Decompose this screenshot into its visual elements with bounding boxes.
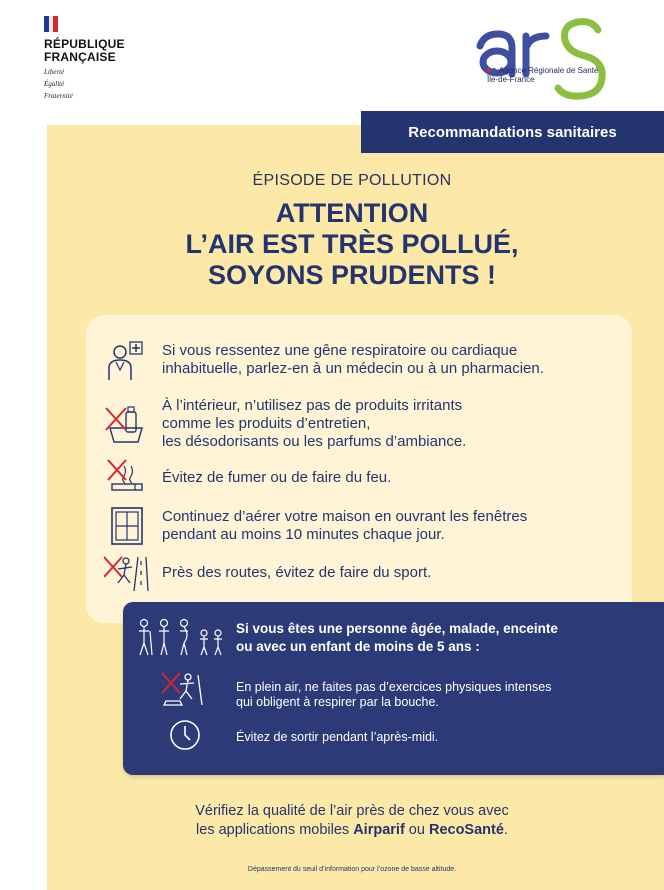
rec-2-line-3: les désodorisants ou les parfums d’ambiance. — [162, 433, 467, 450]
vulnerable-heading-line-2: ou avec un enfant de moins de 5 ans : — [236, 639, 480, 654]
vulnerable-item — [236, 730, 438, 745]
republic-line-2: FRANÇAISE — [44, 50, 116, 64]
footer-line-1: Vérifiez la qualité de l’air près de chez vous avec — [195, 803, 509, 819]
no-roadside-sport-icon — [104, 553, 150, 593]
rec-1-line-2: inhabituelle, parlez-en à un médecin ou à un pharmacien. — [162, 360, 544, 377]
headline-line-1: ATTENTION — [275, 198, 429, 228]
vulnerable-item — [236, 680, 551, 710]
ars-logo — [470, 16, 615, 101]
motto-fraternite: Fraternité — [44, 92, 73, 100]
no-cleaning-products-icon — [104, 404, 150, 444]
recommendation-item — [104, 340, 544, 380]
vulnerable-item-2-line-1: Évitez de sortir pendant l’après-midi. — [236, 730, 439, 744]
window-icon — [104, 506, 150, 546]
recommendation-item — [104, 397, 466, 451]
vulnerable-people-icon — [134, 617, 226, 659]
recommendation-item — [104, 458, 391, 498]
ars-name-line-2: Île-de-France — [487, 75, 535, 84]
rec-4-line-1: Continuez d’aérer votre maison en ouvrant les fenêtres — [162, 508, 528, 525]
no-smoking-icon — [104, 458, 150, 498]
doctor-icon — [104, 340, 150, 380]
motto-liberte: Liberté — [44, 68, 65, 76]
motto-egalite: Égalité — [44, 80, 65, 88]
vulnerable-heading — [236, 620, 636, 656]
airparif-app-name: Airparif — [353, 822, 405, 838]
headline-line-3: SOYONS PRUDENTS ! — [207, 260, 497, 290]
rec-2-line-2: comme les produits d’entretien, — [162, 415, 371, 432]
footer-message — [47, 802, 657, 840]
recosante-app-name: RecoSanté — [428, 822, 504, 838]
marianne-flag-icon — [44, 16, 58, 32]
episode-title: ÉPISODE DE POLLUTION — [252, 172, 452, 189]
rec-5-line-1: Près des routes, évitez de faire du sport. — [162, 564, 432, 581]
rec-4-line-2: pendant au moins 10 minutes chaque jour. — [162, 526, 445, 543]
ars-agency-name — [487, 66, 598, 84]
headline — [47, 198, 657, 291]
no-outdoor-exercise-icon — [158, 671, 204, 707]
recommendation-item — [104, 506, 527, 546]
clock-icon — [168, 718, 202, 752]
rec-3-line-1: Évitez de fumer ou de faire du feu. — [162, 469, 392, 486]
recommendations-tag: Recommandations sanitaires — [361, 111, 664, 153]
republic-line-1: RÉPUBLIQUE — [44, 37, 125, 51]
vulnerable-item-1-line-1: En plein air, ne faites pas d’exercices physiques intenses — [236, 680, 552, 694]
ars-dots-icon — [487, 67, 497, 73]
vulnerable-heading-line-1: Si vous êtes une personne âgée, malade, enceinte — [236, 621, 558, 636]
recommendation-item — [104, 553, 431, 593]
header — [0, 0, 664, 125]
ars-name-line-1: Agence Régionale de Santé — [498, 66, 599, 75]
rec-1-line-1: Si vous ressentez une gêne respiratoire ou cardiaque — [162, 342, 518, 359]
footnote: Dépassement du seuil d’information pour l’ozone de basse altitude. — [247, 866, 457, 873]
footer-line-2-mid: ou — [404, 822, 429, 838]
rec-2-line-1: À l’intérieur, n’utilisez pas de produits irritants — [162, 397, 463, 414]
republique-francaise-logo — [44, 16, 125, 100]
footer-line-2 — [47, 821, 657, 840]
footer-line-2-prefix: les applications mobiles — [196, 822, 354, 838]
vulnerable-item-1-line-2: qui obligent à respirer par la bouche. — [236, 695, 439, 709]
footer-line-2-suffix: . — [503, 822, 508, 838]
headline-line-2: L’AIR EST TRÈS POLLUÉ, — [185, 229, 519, 259]
